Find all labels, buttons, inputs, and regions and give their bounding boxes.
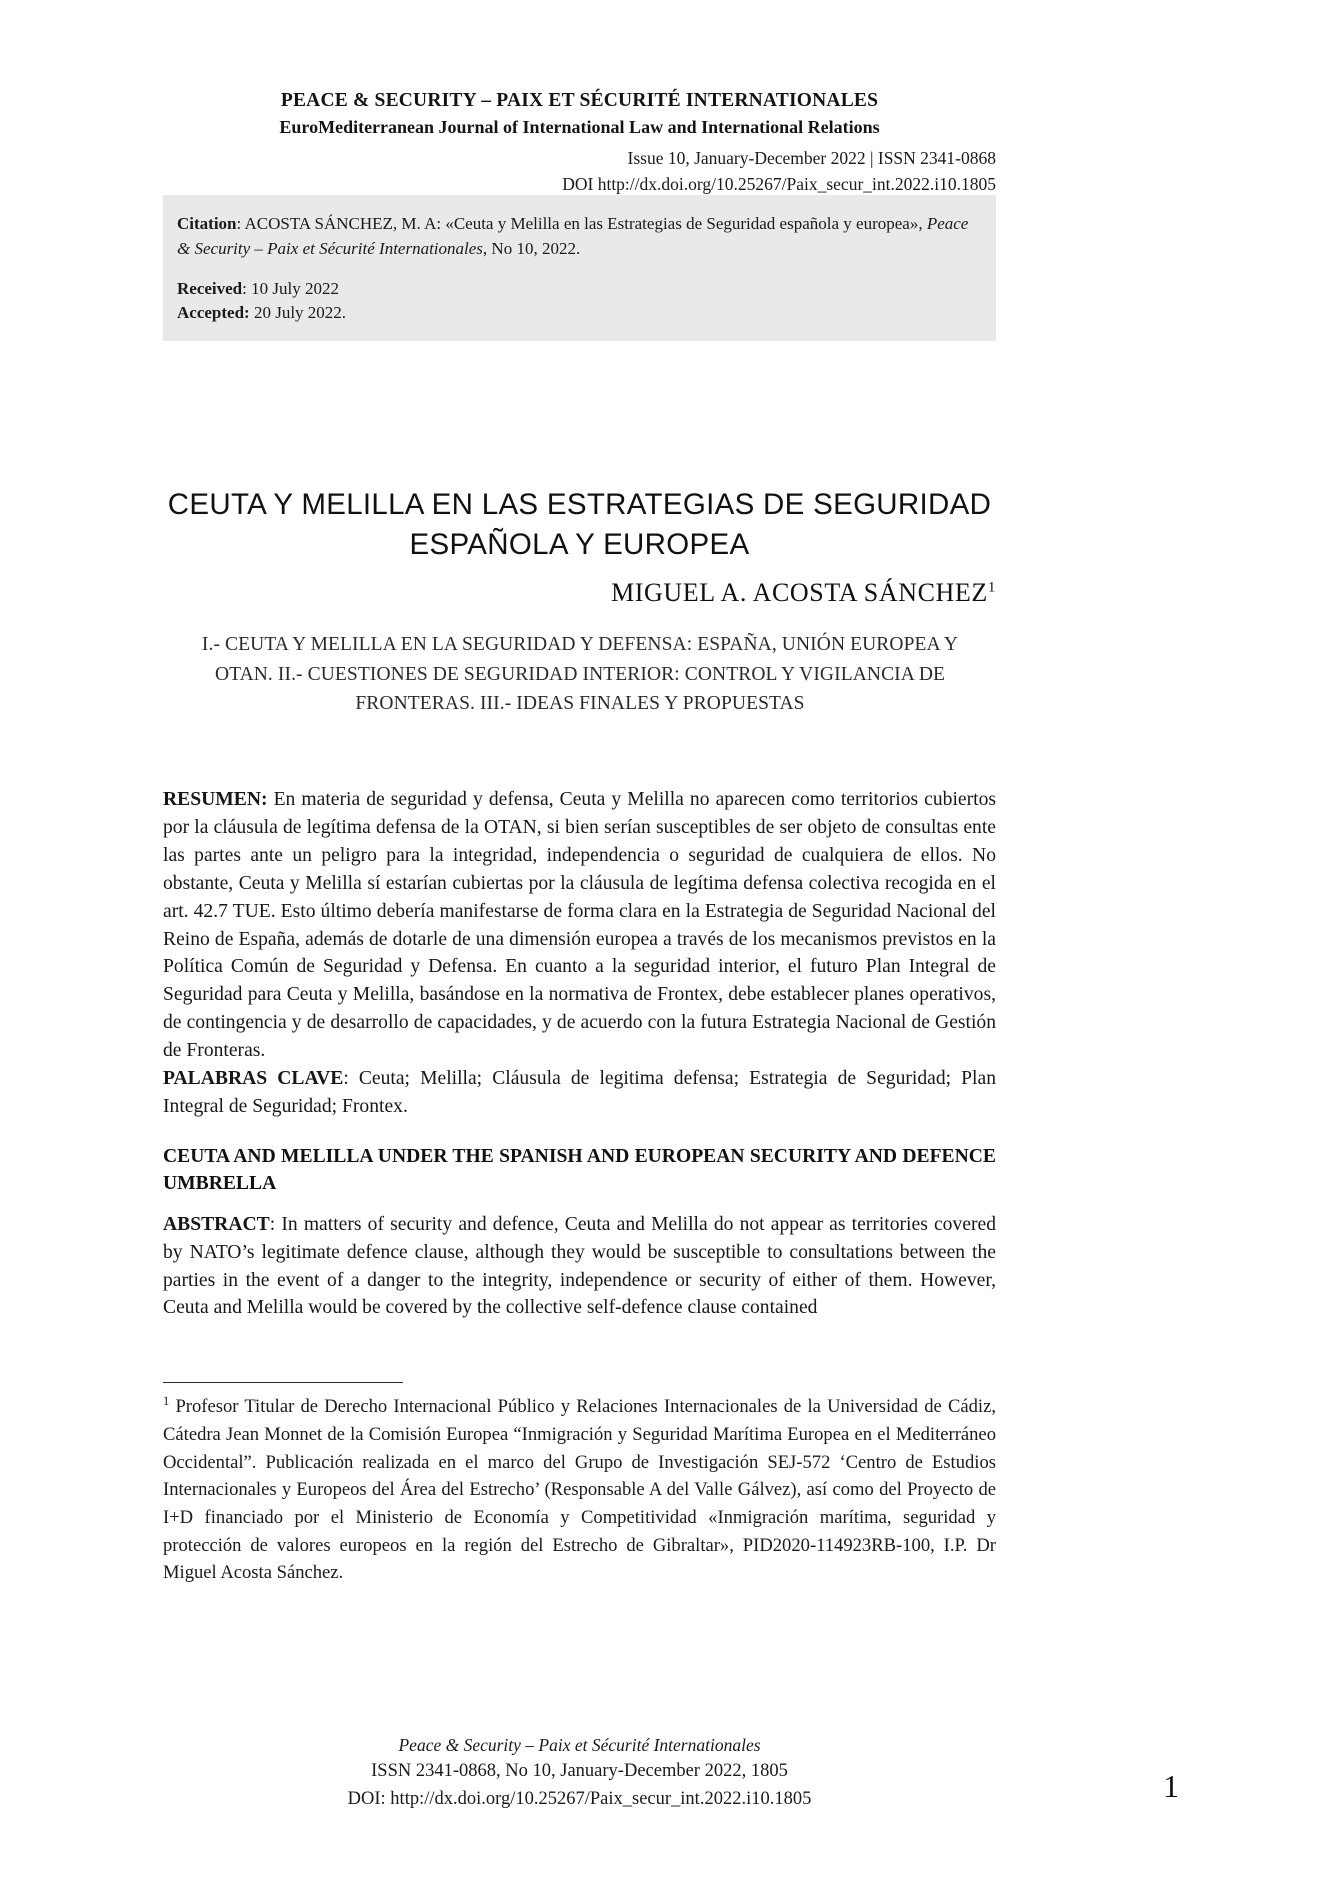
page-footer [163,1732,996,1814]
citation-text [177,212,978,262]
abstract-text: : In matters of security and defence, Ceuta and Melilla do not appear as territories covered by NATO’s legitimate defence clause, although they would be susceptible to consultations between the parties in the event of a danger to the integrity, independence or security of either of them. However, Ceuta and Melilla would be covered by the collective self-defence clause contained [163,1213,996,1319]
accepted-value: 20 July 2022. [249,302,347,322]
footer-issn-line: ISSN 2341-0868, No 10, January-December 2022, 1805 [371,1761,788,1782]
received-row [177,277,978,301]
author-label: MIGUEL A. ACOSTA SÁNCHEZ [611,578,988,607]
footnote-body: Profesor Titular de Derecho Internacional Público y Relaciones Internacionales de la Universidad de Cádiz, Cátedra Jean Monnet de la Comisión Europea “Inmigración y Seguridad Marítima Europea en el Mediterráneo Occidental”. Publicación realizada en el marco del Grupo de Investigación SEJ-572 ‘Centro de Estudios Internacionales y Europeos del Área del Estrecho’ (Responsable A del Valle Gálvez), así como del Proyecto de I+D financiado por el Ministerio de Economía y Competitividad «Inmigración marítima, seguridad y protección de valores europeos en la región del Estrecho de Gibraltar», PID2020-114923RB-100, I.P. Dr Miguel Acosta Sánchez. [163,1396,996,1584]
accepted-label: Accepted: [177,302,250,322]
footnote-1 [163,1392,996,1587]
english-title: CEUTA AND MELILLA UNDER THE SPANISH AND EUROPEAN SECURITY AND DEFENCE UMBRELLA [163,1145,996,1195]
page-title: CEUTA Y MELILLA EN LAS ESTRATEGIAS DE SEGURIDAD ESPAÑOLA Y EUROPEA [167,487,992,561]
masthead [163,88,996,197]
footnote-divider [163,1382,403,1383]
palabras-clave-paragraph [163,1065,996,1121]
article-body [163,786,996,1322]
accepted-row [177,301,978,325]
journal-title: PEACE & SECURITY – PAIX ET SÉCURITÉ INTERNATIONALES [280,90,879,111]
footnote-section [163,1382,996,1587]
issue-line: Issue 10, January-December 2022 | ISSN 2341-0868 [627,147,996,168]
citation-body-2: , No 10, 2022. [482,238,581,258]
footer-doi-line: DOI: http://dx.doi.org/10.25267/Paix_secur_int.2022.i10.1805 [347,1789,812,1809]
doi-line: DOI http://dx.doi.org/10.25267/Paix_secur_int.2022.i10.1805 [562,173,996,194]
citation-box [163,195,996,341]
received-value: : 10 July 2022 [242,278,339,298]
citation-journal-italic: Peace & Security – Paix et Sécurité Internationales [177,214,969,258]
author-name [163,578,996,608]
footnote-marker: 1 [163,1394,170,1408]
received-label: Received [177,278,243,298]
abstract-paragraph [163,1211,996,1323]
resumen-text: En materia de seguridad y defensa, Ceuta y Melilla no aparecen como territorios cubiertos por la cláusula de legítima defensa de la OTAN, si bien serían susceptibles de ser objeto de consultas ente las partes ante un peligro para la integridad, independencia o seguridad de cualquiera de ellos. No obstante, Ceuta y Melilla sí estarían cubiertas por la cláusula de legítima defensa colectiva recogida en el art. 42.7 TUE. Esto último debería manifestarse de forma clara en la Estrategia de Seguridad Nacional del Reino de España, además de dotarle de una dimensión europea a través de los mecanismos previstos en la Política Común de Seguridad y Defensa. En cuanto a la seguridad interior, el futuro Plan Integral de Seguridad para Ceuta y Melilla, basándose en la normativa de Frontex, debe establecer planes operativos, de contingencia y de desarrollo de capacidades, y de acuerdo con la futura Estrategia Nacional de Gestión de Fronteras. [163,789,996,1062]
resumen-label: RESUMEN: [163,789,268,810]
palabras-clave-text: : Ceuta; Melilla; Cláusula de legitima defensa; Estrategia de Seguridad; Plan Integral de Seguridad; Frontex. [163,1068,996,1117]
footer-journal-name: Peace & Security – Paix et Sécurité Internationales [398,1735,761,1755]
author-footnote-marker: 1 [987,579,996,596]
citation-body-1: : ACOSTA SÁNCHEZ, M. A: «Ceuta y Melilla en las Estrategias de Seguridad española y europea», [236,214,927,233]
journal-subtitle: EuroMediterranean Journal of International Law and International Relations [279,117,880,138]
abstract-label: ABSTRACT [163,1213,270,1235]
citation-dates [177,277,978,325]
section-contents: I.- CEUTA Y MELILLA EN LA SEGURIDAD Y DEFENSA: ESPAÑA, UNIÓN EUROPEA Y OTAN. II.- CUESTIONES DE SEGURIDAD INTERIOR: CONTROL Y VIGILANCIA DE FRONTERAS. III.- IDEAS FINALES Y PROPUESTAS [201,634,959,715]
page-number: 1 [1163,1768,1179,1804]
resumen-paragraph [163,786,996,1065]
palabras-clave-label: PALABRAS CLAVE [163,1068,344,1090]
citation-label: Citation [177,214,237,233]
